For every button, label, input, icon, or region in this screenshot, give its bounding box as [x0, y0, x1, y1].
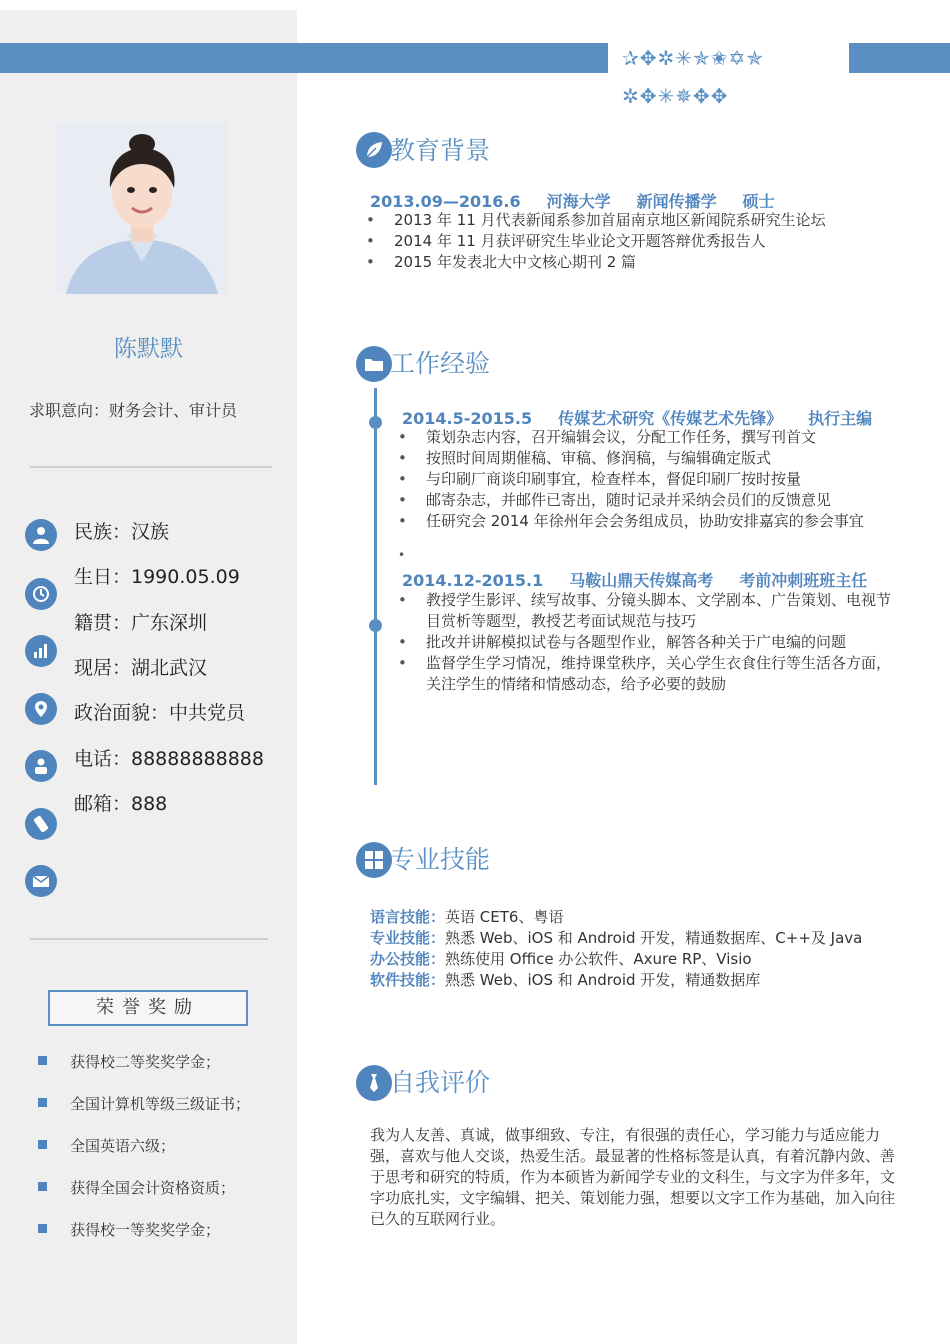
job-role: 考前冲刺班班主任 [739, 571, 868, 590]
star-decoration-bottom: ✲✥✳✵✥✥ [622, 84, 729, 108]
skill-row: 语言技能：英语 CET6、粤语 [370, 908, 564, 926]
sidebar-divider [30, 466, 272, 468]
list-item: • 2014 年 11 月获评研究生毕业论文开题答辩优秀报告人 [366, 231, 906, 252]
square-bullet-icon [38, 1140, 47, 1149]
list-item: • 与印刷厂商谈印刷事宜，检查样本，督促印刷厂按时按量 [398, 469, 898, 490]
star-decoration-top: ✰✥✲✳✯✬✡✯ [622, 46, 765, 70]
profile-photo [56, 122, 228, 294]
timeline [374, 388, 377, 785]
leaf-icon [356, 132, 392, 168]
honor-item: 获得全国会计资格资质； [38, 1177, 235, 1198]
skills-title: 专业技能 [390, 845, 491, 874]
tie-icon [356, 1065, 392, 1101]
education-school: 河海大学 [546, 192, 611, 211]
job-intent: 求职意向：财务会计、审计员 [29, 401, 238, 420]
list-item: • 任研究会 2014 年徐州年会会务组成员，协助安排嘉宾的参会事宜 [398, 511, 898, 532]
top-bar-left [0, 43, 608, 73]
education-header [370, 189, 801, 212]
job-list [398, 590, 898, 695]
mail-icon [25, 865, 57, 897]
person-icon [25, 519, 57, 551]
square-bullet-icon [38, 1182, 47, 1191]
honor-item: 全国计算机等级三级证书； [38, 1093, 250, 1114]
job-period: 2014.5-2015.5 [402, 409, 533, 428]
sidebar-divider-2 [30, 938, 268, 940]
job-list [398, 427, 898, 532]
job-org: 传媒艺术研究《传媒艺术先锋》 [558, 409, 783, 428]
list-item: • 2015 年发表北大中文核心期刊 2 篇 [366, 252, 906, 273]
education-major: 新闻传播学 [636, 192, 717, 211]
timeline-dot [369, 416, 382, 429]
info-birthday: 生日：1990.05.09 [74, 566, 240, 588]
info-political: 政治面貌：中共党员 [74, 702, 246, 724]
windows-icon [356, 842, 392, 878]
info-phone: 电话：88888888888 [74, 748, 264, 770]
job-header [402, 568, 893, 591]
folder-icon [356, 346, 392, 382]
phone-icon [25, 808, 57, 840]
honor-item: 全国英语六级； [38, 1135, 175, 1156]
honor-item: 获得校二等奖奖学金； [38, 1051, 220, 1072]
list-item: • 按照时间周期催稿、审稿、修润稿，与编辑确定版式 [398, 448, 898, 469]
self-evaluation-text: 我为人友善、真诚，做事细致、专注，有很强的责任心，学习能力与适应能力强，喜欢与他人交谈，热爱生活。最显著的性格标签是认真，有着沉静内敛、善于思考和研究的特质，作为本硕皆为新闻学专业的文科生，与文字为伴多年，文字功底扎实，文字编辑、把关、策划能力强，想要以文字工作为基础，加入向往已久的互联网行业。 [370, 1126, 896, 1228]
stray-bullet: • [398, 548, 406, 562]
clock-icon [25, 578, 57, 610]
list-item: • 邮寄杂志，并邮件已寄出，随时记录并采纳会员们的反馈意见 [398, 490, 898, 511]
user-icon [25, 750, 57, 782]
timeline-dot [369, 619, 382, 632]
education-degree: 硕士 [742, 192, 775, 211]
list-item: • 监督学生学习情况，维持课堂秩序，关心学生衣食住行等生活各方面，关注学生的情绪和情感动态，给予必要的鼓励 [398, 653, 898, 695]
education-list [366, 210, 906, 273]
square-bullet-icon [38, 1224, 47, 1233]
candidate-name: 陈默默 [114, 336, 183, 362]
job-period: 2014.12-2015.1 [402, 571, 544, 590]
self-title: 自我评价 [390, 1068, 491, 1097]
list-item: • 教授学生影评、续写故事、分镜头脚本、文学剧本、广告策划、电视节目赏析等题型，教授艺考面试规范与技巧 [398, 590, 898, 632]
honors-title: 荣誉奖励 [48, 990, 248, 1026]
list-item: • 策划杂志内容，召开编辑会议，分配工作任务，撰写刊首文 [398, 427, 898, 448]
square-bullet-icon [38, 1098, 47, 1107]
job-role: 执行主编 [808, 409, 873, 428]
chart-icon [25, 635, 57, 667]
job-header [402, 406, 898, 429]
education-title: 教育背景 [390, 136, 491, 165]
list-item: • 批改并讲解模拟试卷与各题型作业，解答各种关于广电编的问题 [398, 632, 898, 653]
top-bar-right [849, 43, 950, 73]
skill-row: 专业技能：熟悉 Web、iOS 和 Android 开发，精通数据库、C++及 Java [370, 929, 863, 947]
info-hometown: 籍贯：广东深圳 [74, 612, 208, 634]
education-period: 2013.09—2016.6 [370, 192, 521, 211]
square-bullet-icon [38, 1056, 47, 1065]
work-title: 工作经验 [390, 349, 491, 378]
skill-row: 软件技能：熟悉 Web、iOS 和 Android 开发，精通数据库 [370, 971, 761, 989]
skill-row: 办公技能：熟练使用 Office 办公软件、Axure RP、Visio [370, 950, 752, 968]
info-email: 邮箱：888 [74, 793, 168, 815]
location-icon [25, 693, 57, 725]
info-residence: 现居：湖北武汉 [74, 657, 208, 679]
job-org: 马鞍山鼎天传媒高考 [569, 571, 714, 590]
info-ethnicity: 民族：汉族 [74, 521, 170, 543]
honor-item: 获得校一等奖奖学金； [38, 1219, 220, 1240]
list-item: • 2013 年 11 月代表新闻系参加首届南京地区新闻院系研究生论坛 [366, 210, 906, 231]
